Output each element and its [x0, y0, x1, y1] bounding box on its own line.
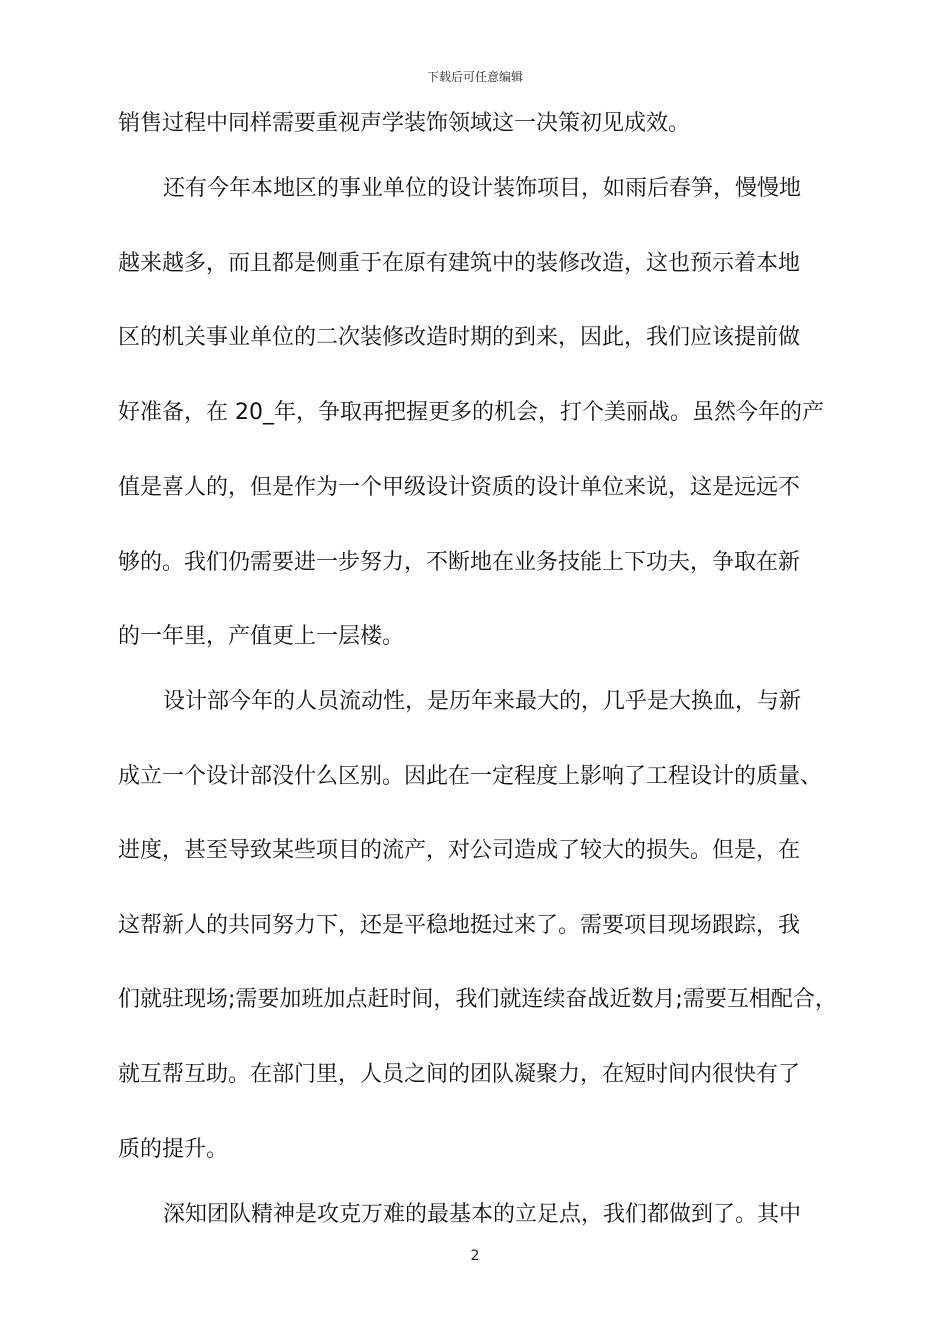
text-line: 的一年里，产值更上一层楼。: [118, 624, 405, 649]
text-line: 区的机关事业单位的二次装修改造时期的到来，因此，我们应该提前做: [118, 325, 801, 350]
text-line: 销售过程中同样需要重视声学装饰领域这一决策初见成效。: [118, 111, 691, 136]
text-line: 就互帮互助。在部门里，人员之间的团队凝聚力，在短时间内很快有了: [118, 1062, 801, 1087]
header-note: 下载后可任意编辑: [426, 70, 523, 84]
text-line: 成立一个设计部没什么区别。因此在一定程度上影响了工程设计的质量、: [118, 764, 823, 789]
text-line: 这帮新人的共同努力下，还是平稳地挺过来了。需要项目现场跟踪，我: [118, 913, 801, 938]
text-line: 值是喜人的，但是作为一个甲级设计资质的设计单位来说，这是远远不: [118, 475, 801, 500]
text-line: 越来越多，而且都是侧重于在原有建筑中的装修改造，这也预示着本地: [118, 251, 801, 276]
text-line: 够的。我们仍需要进一步努力，不断地在业务技能上下功夫，争取在新: [118, 550, 801, 575]
text-line: 质的提升。: [118, 1137, 229, 1162]
paragraph-line-indented: 深知团队精神是攻克万难的最基本的立足点，我们都做到了。其中: [163, 1202, 802, 1227]
page-number: 2: [470, 1248, 480, 1264]
paragraph-line-indented: 设计部今年的人员流动性，是历年来最大的，几乎是大换血，与新: [163, 689, 802, 714]
text-line: 好准备，在 20_年，争取再把握更多的机会，打个美丽战。虽然今年的产: [118, 400, 824, 425]
text-line: 进度，甚至导致某些项目的流产，对公司造成了较大的损失。但是，在: [118, 838, 801, 863]
paragraph-line-indented: 还有今年本地区的事业单位的设计装饰项目，如雨后春笋，慢慢地: [163, 176, 802, 201]
text-line: 们就驻现场;需要加班加点赶时间，我们就连续奋战近数月;需要互相配合，: [118, 987, 837, 1012]
